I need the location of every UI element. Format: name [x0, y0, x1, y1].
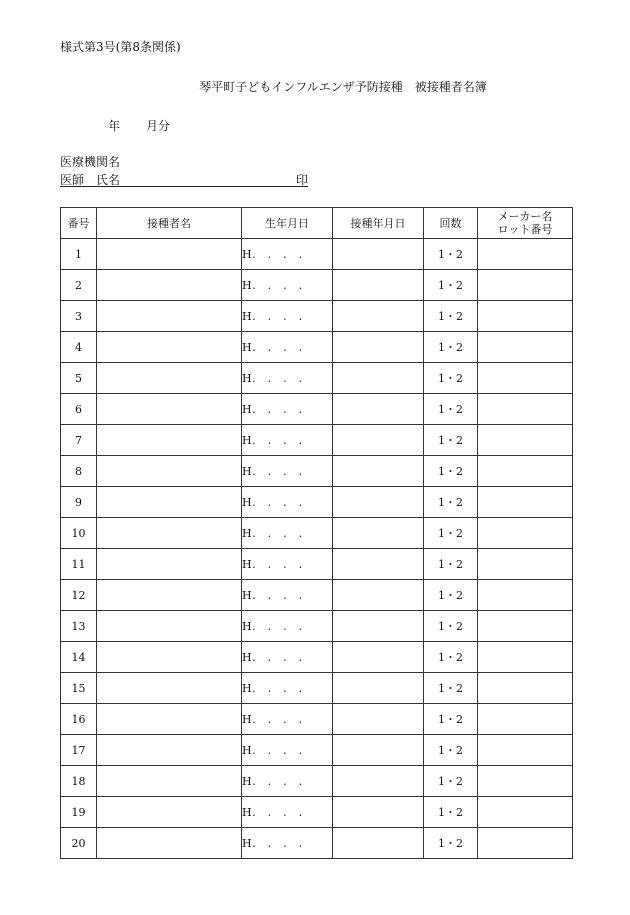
cell-vaccination-date[interactable]: [333, 704, 424, 735]
cell-name[interactable]: [97, 487, 242, 518]
cell-dob[interactable]: H. . . .: [242, 363, 333, 394]
header-dob: 生年月日: [242, 208, 333, 239]
cell-maker-lot[interactable]: [478, 828, 573, 859]
table-row: [61, 239, 573, 270]
cell-no: 20: [61, 828, 97, 859]
cell-maker-lot[interactable]: [478, 270, 573, 301]
cell-dob[interactable]: H. . . .: [242, 735, 333, 766]
cell-vaccination-date[interactable]: [333, 394, 424, 425]
table-row: [61, 828, 573, 859]
cell-maker-lot[interactable]: [478, 518, 573, 549]
table-row: [61, 704, 573, 735]
cell-dob[interactable]: H. . . .: [242, 394, 333, 425]
cell-no: 4: [61, 332, 97, 363]
cell-name[interactable]: [97, 580, 242, 611]
table-row: [61, 363, 573, 394]
cell-no: 16: [61, 704, 97, 735]
cell-name[interactable]: [97, 704, 242, 735]
year-label: 年: [108, 119, 121, 133]
cell-vaccination-date[interactable]: [333, 673, 424, 704]
cell-name[interactable]: [97, 673, 242, 704]
cell-dob[interactable]: H. . . .: [242, 270, 333, 301]
cell-dob[interactable]: H. . . .: [242, 487, 333, 518]
cell-vaccination-date[interactable]: [333, 487, 424, 518]
institution-label: 医療機関名: [60, 155, 121, 169]
cell-dob[interactable]: H. . . .: [242, 239, 333, 270]
cell-maker-lot[interactable]: [478, 425, 573, 456]
cell-no: 19: [61, 797, 97, 828]
header-no: 番号: [61, 208, 97, 239]
doctor-name-line[interactable]: [60, 171, 308, 187]
title-sub: 被接種者名簿: [414, 80, 487, 94]
cell-vaccination-date[interactable]: [333, 766, 424, 797]
table-row: [61, 456, 573, 487]
cell-vaccination-date[interactable]: [333, 549, 424, 580]
cell-no: 12: [61, 580, 97, 611]
cell-vaccination-date[interactable]: [333, 239, 424, 270]
seal-mark: 印: [295, 173, 308, 187]
cell-name[interactable]: [97, 239, 242, 270]
cell-name[interactable]: [97, 611, 242, 642]
cell-maker-lot[interactable]: [478, 797, 573, 828]
month-label: 月分: [146, 119, 171, 133]
cell-count[interactable]: 1・2: [424, 487, 478, 518]
cell-count[interactable]: 1・2: [424, 425, 478, 456]
cell-name[interactable]: [97, 456, 242, 487]
cell-maker-lot[interactable]: [478, 549, 573, 580]
cell-name[interactable]: [97, 270, 242, 301]
cell-vaccination-date[interactable]: [333, 518, 424, 549]
cell-vaccination-date[interactable]: [333, 456, 424, 487]
header-count: 回数: [424, 208, 478, 239]
cell-count[interactable]: 1・2: [424, 456, 478, 487]
cell-dob[interactable]: H. . . .: [242, 425, 333, 456]
cell-name[interactable]: [97, 394, 242, 425]
cell-vaccination-date[interactable]: [333, 611, 424, 642]
cell-dob[interactable]: H. . . .: [242, 518, 333, 549]
table-row: [61, 332, 573, 363]
cell-maker-lot[interactable]: [478, 456, 573, 487]
cell-name[interactable]: [97, 518, 242, 549]
cell-dob[interactable]: H. . . .: [242, 704, 333, 735]
table-row: [61, 487, 573, 518]
cell-count[interactable]: 1・2: [424, 642, 478, 673]
cell-name[interactable]: [97, 828, 242, 859]
doctor-label: 医師: [60, 173, 85, 187]
table-row: [61, 518, 573, 549]
vaccination-roster-table: [60, 207, 573, 859]
table-row: [61, 797, 573, 828]
cell-count[interactable]: 1・2: [424, 301, 478, 332]
cell-count[interactable]: 1・2: [424, 704, 478, 735]
table-row: [61, 425, 573, 456]
cell-name[interactable]: [97, 797, 242, 828]
cell-vaccination-date[interactable]: [333, 332, 424, 363]
cell-no: 3: [61, 301, 97, 332]
cell-no: 1: [61, 239, 97, 270]
table-row: [61, 270, 573, 301]
cell-name[interactable]: [97, 549, 242, 580]
cell-dob[interactable]: H. . . .: [242, 456, 333, 487]
cell-no: 13: [61, 611, 97, 642]
cell-count[interactable]: 1・2: [424, 735, 478, 766]
cell-no: 5: [61, 363, 97, 394]
cell-vaccination-date[interactable]: [333, 363, 424, 394]
cell-vaccination-date[interactable]: [333, 797, 424, 828]
cell-vaccination-date[interactable]: [333, 828, 424, 859]
header-lot: ロット番号: [497, 223, 553, 236]
cell-vaccination-date[interactable]: [333, 301, 424, 332]
cell-maker-lot[interactable]: [478, 580, 573, 611]
cell-no: 17: [61, 735, 97, 766]
cell-dob[interactable]: H. . . .: [242, 673, 333, 704]
table-row: [61, 735, 573, 766]
cell-count[interactable]: 1・2: [424, 549, 478, 580]
cell-maker-lot[interactable]: [478, 487, 573, 518]
cell-maker-lot[interactable]: [478, 301, 573, 332]
cell-no: 14: [61, 642, 97, 673]
cell-maker-lot[interactable]: [478, 332, 573, 363]
table-row: [61, 766, 573, 797]
cell-name[interactable]: [97, 766, 242, 797]
cell-vaccination-date[interactable]: [333, 425, 424, 456]
cell-dob[interactable]: H. . . .: [242, 301, 333, 332]
cell-maker-lot[interactable]: [478, 673, 573, 704]
cell-count[interactable]: 1・2: [424, 332, 478, 363]
cell-maker-lot[interactable]: [478, 735, 573, 766]
cell-dob[interactable]: H. . . .: [242, 549, 333, 580]
cell-maker-lot[interactable]: [478, 704, 573, 735]
cell-dob[interactable]: H. . . .: [242, 766, 333, 797]
cell-dob[interactable]: H. . . .: [242, 797, 333, 828]
period-line: [108, 117, 170, 134]
cell-dob[interactable]: H. . . .: [242, 642, 333, 673]
cell-count[interactable]: 1・2: [424, 611, 478, 642]
cell-name[interactable]: [97, 735, 242, 766]
doctor-name-label: 氏名: [96, 173, 121, 187]
cell-name[interactable]: [97, 301, 242, 332]
table-row: [61, 642, 573, 673]
cell-dob[interactable]: H. . . .: [242, 611, 333, 642]
cell-vaccination-date[interactable]: [333, 735, 424, 766]
cell-count[interactable]: 1・2: [424, 673, 478, 704]
cell-no: 7: [61, 425, 97, 456]
cell-name[interactable]: [97, 332, 242, 363]
cell-count[interactable]: 1・2: [424, 766, 478, 797]
cell-count[interactable]: 1・2: [424, 363, 478, 394]
cell-maker-lot[interactable]: [478, 642, 573, 673]
header-maker: メーカー名: [497, 210, 553, 223]
cell-count[interactable]: 1・2: [424, 828, 478, 859]
cell-maker-lot[interactable]: [478, 766, 573, 797]
cell-no: 2: [61, 270, 97, 301]
cell-no: 9: [61, 487, 97, 518]
cell-no: 15: [61, 673, 97, 704]
cell-count[interactable]: 1・2: [424, 797, 478, 828]
cell-name[interactable]: [97, 642, 242, 673]
cell-no: 10: [61, 518, 97, 549]
cell-maker-lot[interactable]: [478, 611, 573, 642]
table-header-row: [61, 208, 573, 239]
cell-no: 6: [61, 394, 97, 425]
cell-dob[interactable]: H. . . .: [242, 580, 333, 611]
cell-no: 8: [61, 456, 97, 487]
table-row: [61, 301, 573, 332]
header-maker-lot: [478, 208, 573, 239]
cell-no: 18: [61, 766, 97, 797]
cell-count[interactable]: 1・2: [424, 518, 478, 549]
cell-vaccination-date[interactable]: [333, 270, 424, 301]
title-main: 琴平町子どもインフルエンザ予防接種: [199, 80, 403, 94]
page-title: [0, 78, 630, 95]
header-name: 接種者名: [97, 208, 242, 239]
cell-maker-lot[interactable]: [478, 394, 573, 425]
table-row: [61, 394, 573, 425]
cell-dob[interactable]: H. . . .: [242, 828, 333, 859]
cell-name[interactable]: [97, 363, 242, 394]
table-row: [61, 611, 573, 642]
cell-no: 11: [61, 549, 97, 580]
cell-vaccination-date[interactable]: [333, 642, 424, 673]
cell-vaccination-date[interactable]: [333, 580, 424, 611]
table-row: [61, 549, 573, 580]
cell-maker-lot[interactable]: [478, 239, 573, 270]
cell-count[interactable]: 1・2: [424, 580, 478, 611]
cell-maker-lot[interactable]: [478, 363, 573, 394]
cell-count[interactable]: 1・2: [424, 239, 478, 270]
header-vaccination-date: 接種年月日: [333, 208, 424, 239]
table-row: [61, 673, 573, 704]
table-row: [61, 580, 573, 611]
cell-name[interactable]: [97, 425, 242, 456]
cell-count[interactable]: 1・2: [424, 270, 478, 301]
cell-dob[interactable]: H. . . .: [242, 332, 333, 363]
cell-count[interactable]: 1・2: [424, 394, 478, 425]
form-number: 様式第3号(第8条関係): [60, 40, 181, 54]
